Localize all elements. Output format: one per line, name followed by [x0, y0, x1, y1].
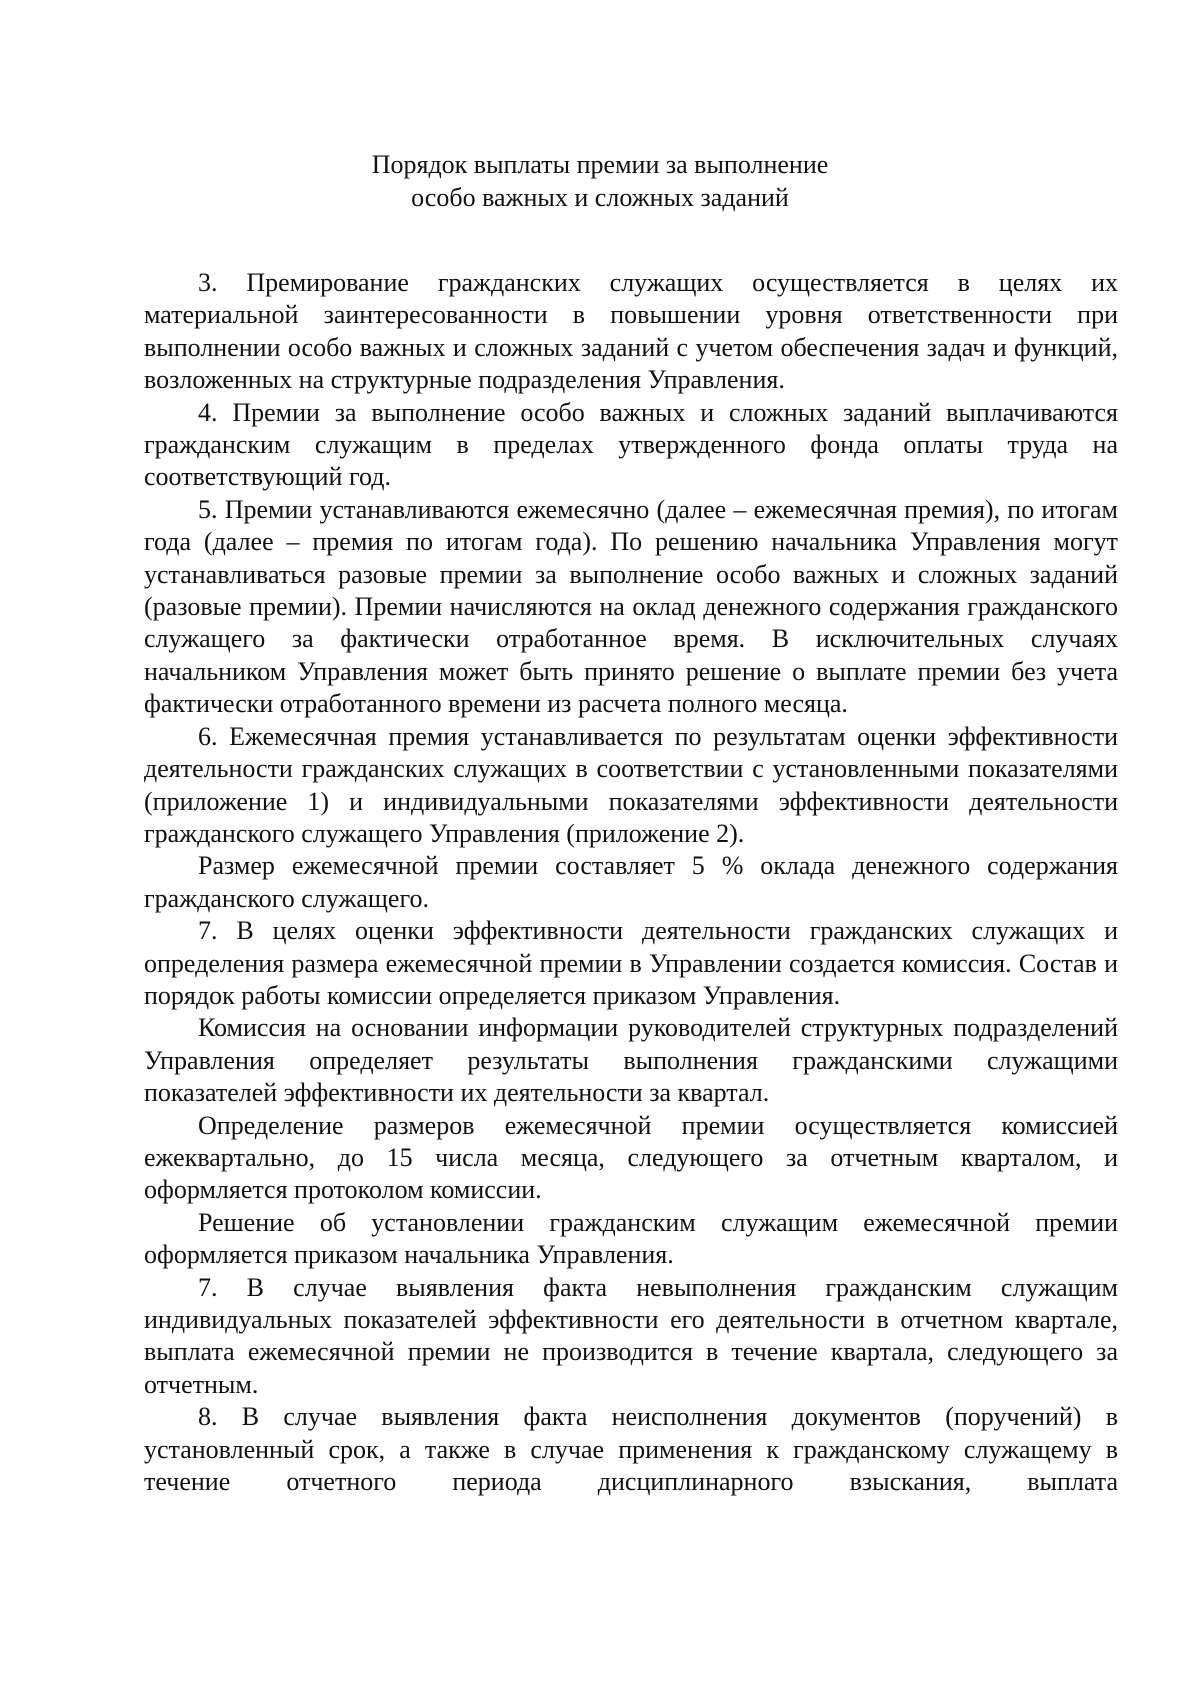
paragraph-4: 4. Премии за выполнение особо важных и сложных заданий выплачиваются гражданским служащим в пределах утвержденного фонда оплаты труда на соответствующий год. — [144, 397, 1118, 492]
paragraph-6: 6. Ежемесячная премия устанавливается по результатам оценки эффективности деятельности гражданских служащих в соответствии с установленными показателями (приложение 1) и индивидуальными показателями эффективности деятельности гражданского служащего Управления (приложение 2). — [144, 721, 1118, 848]
paragraph-commission-basis: Комиссия на основании информации руководителей структурных подразделений Управления определяет результаты выполнения гражданскими служащими показателей эффективности их деятельности за квартал. — [144, 1013, 1118, 1108]
paragraph-premium-decision: Решение об установлении гражданским служащим ежемесячной премии оформляется приказом начальника Управления. — [144, 1207, 1118, 1270]
paragraph-7-commission: 7. В целях оценки эффективности деятельности гражданских служащих и определения размера ежемесячной премии в Управлении создается комиссия. Состав и порядок работы комиссии определяется приказом Управления. — [144, 916, 1118, 1010]
paragraph-7-nonperformance: 7. В случае выявления факта невыполнения гражданским служащим индивидуальных показателей эффективности его деятельности в отчетном квартале, выплата ежемесячной премии не производится в течение квартала, следующего за отчетным. — [144, 1272, 1118, 1399]
title-line-1: Порядок выплаты премии за выполнение — [371, 150, 829, 179]
paragraph-premium-size: Размер ежемесячной премии составляет 5 % оклада денежного содержания гражданского служащего. — [144, 851, 1118, 913]
paragraph-premium-determination: Определение размеров ежемесячной премии осуществляется комиссией ежеквартально, до 15 числа месяца, следующего за отчетным кварталом, и оформляется протоколом комиссии. — [144, 1110, 1118, 1205]
document-body — [144, 267, 1118, 1498]
paragraph-5: 5. Премии устанавливаются ежемесячно (далее – ежемесячная премия), по итогам года (далее – премия по итогам года). По решению начальника Управления могут устанавливаться разовые премии за выполнение особо важных и сложных заданий (разовые премии). Премии начисляются на оклад денежного содержания гражданского служащего за фактически отработанное время. В исключительных случаях начальником Управления может быть принято решение о выплате премии без учета фактически отработанного времени из расчета полного месяца. — [144, 494, 1118, 719]
paragraph-3: 3. Премирование гражданских служащих осуществляется в целях их материальной заинтересованности в повышении уровня ответственности при выполнении особо важных и сложных заданий с учетом обеспечения задач и функций, возложенных на структурные подразделения Управления. — [144, 268, 1118, 395]
document-title — [0, 148, 1200, 214]
title-line-2: особо важных и сложных заданий — [411, 183, 789, 212]
paragraph-8: 8. В случае выявления факта неисполнения документов (поручений) в установленный срок, а также в случае применения к гражданскому служащему в течение отчетного периода дисциплинарного взыскания, выплата — [144, 1402, 1118, 1497]
